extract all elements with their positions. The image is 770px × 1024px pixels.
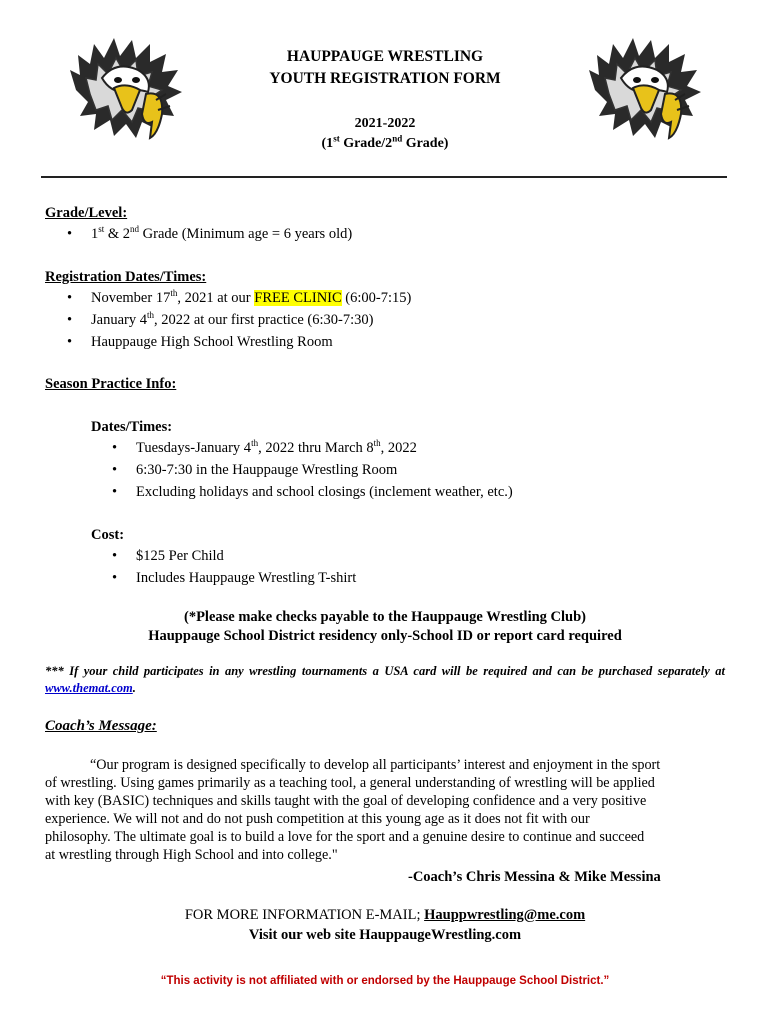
coach-message-line: with key (BASIC) techniques and skills taught with the goal of developing confidence and a very positive — [45, 793, 647, 809]
bullet-icon: • — [67, 312, 73, 328]
cost-heading: Cost: — [91, 527, 125, 543]
bullet-icon: • — [67, 334, 73, 350]
coach-signature: -Coach’s Chris Messina & Mike Messina — [408, 869, 661, 885]
bullet-icon: • — [67, 226, 73, 242]
cost-item-price: • $125 Per Child — [112, 548, 224, 564]
grade-level-item: • 1st & 2nd Grade (Minimum age = 6 years old) — [67, 224, 353, 242]
checks-note: (*Please make checks payable to the Hauppauge Wrestling Club) — [184, 609, 586, 625]
coach-message-line: experience. We will not and do not push competition at this young age as it does not fit with our — [45, 811, 590, 827]
bullet-icon: • — [112, 462, 118, 478]
registration-heading: Registration Dates/Times: — [45, 269, 207, 285]
season-heading: Season Practice Info: — [45, 376, 177, 392]
registration-item-clinic: • November 17th, 2021 at our FREE CLINIC (6:00-7:15) — [67, 288, 412, 306]
cost-item-tshirt: • Includes Hauppauge Wrestling T-shirt — [112, 570, 357, 586]
form-subtitle: YOUTH REGISTRATION FORM — [269, 70, 501, 87]
coach-message-heading: Coach’s Message: — [45, 718, 157, 734]
practice-dates-item: • Tuesdays-January 4th, 2022 thru March 8th, 2022 — [112, 438, 417, 456]
contact-email[interactable]: Hauppwrestling@me.com — [424, 907, 586, 923]
coach-message-line: “Our program is designed specifically to develop all participants’ interest and enjoyment in the sport — [90, 757, 661, 773]
registration-item-practice: • January 4th, 2022 at our first practice (6:30-7:30) — [67, 310, 374, 328]
contact-website-line: Visit our web site HauppaugeWrestling.com — [248, 927, 522, 943]
dates-times-heading: Dates/Times: — [91, 419, 173, 435]
themat-link[interactable]: www.themat.com — [45, 681, 133, 695]
bullet-icon: • — [67, 290, 73, 306]
coach-message-line: of wrestling. Using games primarily as a teaching tool, a general understanding of wrestling will be applied — [45, 775, 655, 791]
contact-email-line: FOR MORE INFORMATION E-MAIL; Hauppwrestling@me.com — [184, 907, 586, 923]
form-title: HAUPPAUGE WRESTLING — [286, 48, 484, 65]
grade-level-heading: Grade/Level: — [45, 205, 128, 221]
coach-message-line: philosophy. The ultimate goal is to build a love for the sport and a genuine desire to continue and succeed — [45, 829, 645, 845]
practice-exclusions-item: • Excluding holidays and school closings (inclement weather, etc.) — [112, 484, 513, 500]
header-divider — [41, 176, 727, 178]
disclaimer: “This activity is not affiliated with or endorsed by the Hauppauge School District.” — [160, 975, 610, 987]
usa-card-note: *** If your child participates in any wrestling tournaments a USA card will be required and can be purchased separately at www.themat.com. — [45, 664, 725, 695]
bullet-icon: • — [112, 484, 118, 500]
free-clinic-highlight: FREE CLINIC — [254, 290, 342, 306]
bullet-icon: • — [112, 570, 118, 586]
grade-range: (1st Grade/2nd Grade) — [321, 133, 449, 151]
coach-message-line: at wrestling through High School and into college." — [45, 847, 338, 863]
bullet-icon: • — [112, 548, 118, 564]
season-year: 2021-2022 — [354, 116, 416, 131]
practice-time-item: • 6:30-7:30 in the Hauppauge Wrestling Room — [112, 462, 398, 478]
bullet-icon: • — [112, 440, 118, 456]
registration-item-location: • Hauppauge High School Wrestling Room — [67, 334, 333, 350]
residency-note: Hauppauge School District residency only-School ID or report card required — [148, 628, 622, 644]
